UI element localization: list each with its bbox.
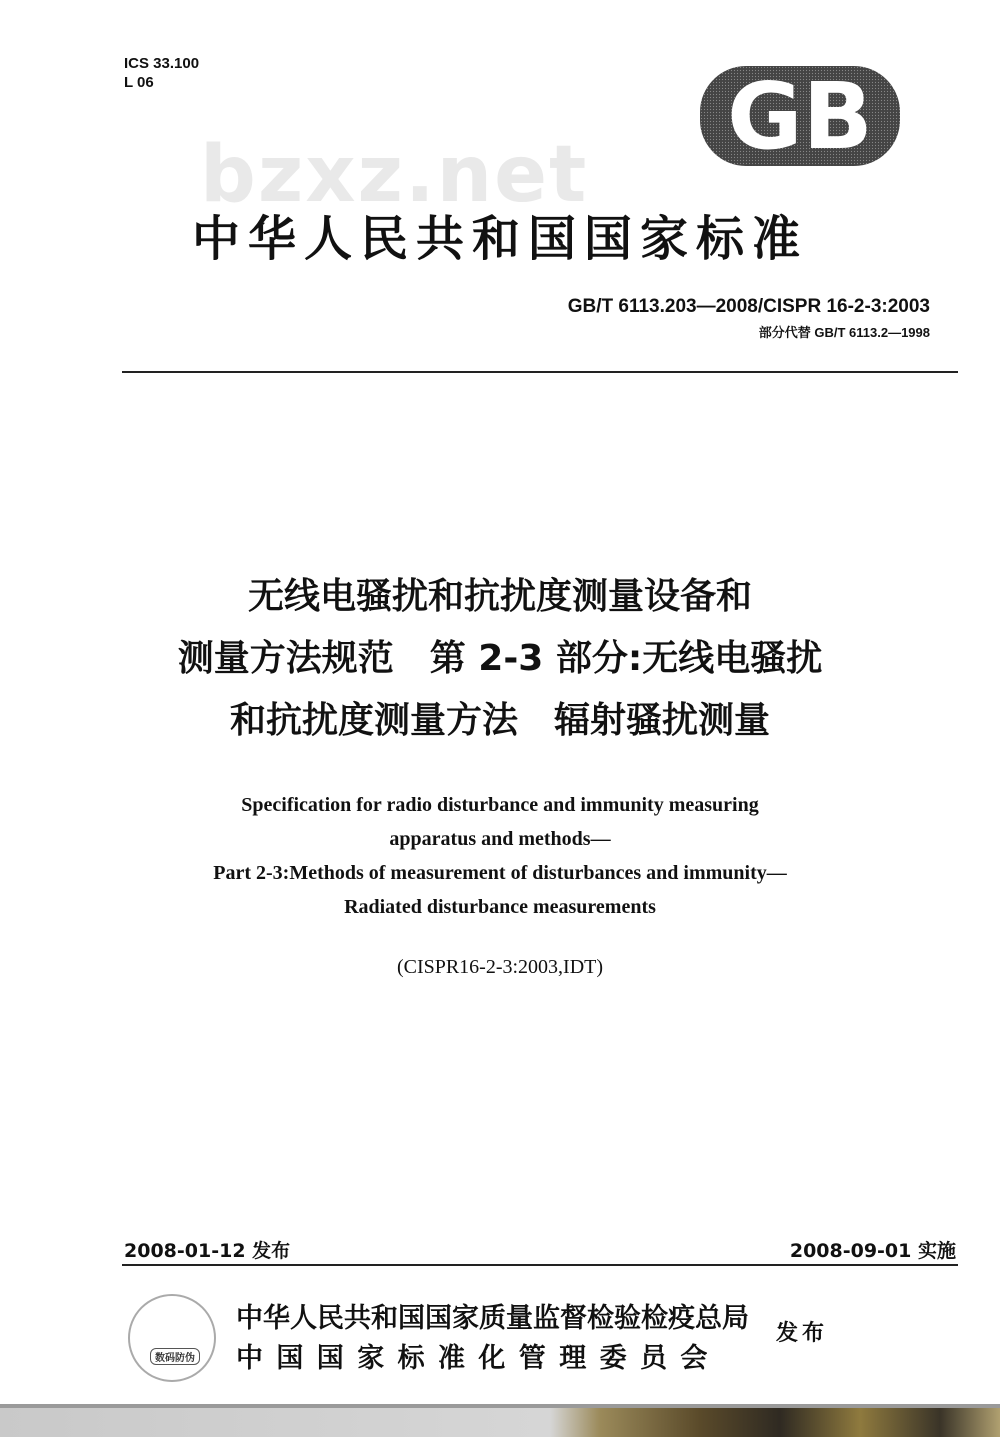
seal-label: 数码防伪 <box>150 1348 200 1365</box>
effective-date: 2008-09-01 实施 <box>789 1240 956 1262</box>
replaces-note: 部分代替 GB/T 6113.2—1998 <box>758 325 930 340</box>
ics-code: ICS 33.100 <box>124 55 200 72</box>
issuer-sac: 中 国 国 家 标 准 化 管 理 委 员 会 <box>236 1343 710 1374</box>
english-title <box>0 788 1000 924</box>
gb-logo-text: GB <box>727 66 873 166</box>
standard-number: GB/T 6113.203—2008/CISPR 16-2-3:2003 <box>567 296 930 317</box>
publish-date: 2008-01-12 发布 <box>124 1240 291 1262</box>
anti-counterfeit-seal <box>128 1294 216 1382</box>
scan-edge-strip <box>0 1404 1000 1437</box>
english-title-line: apparatus and methods— <box>389 828 611 850</box>
english-title-line: Specification for radio disturbance and immunity measuring <box>241 794 759 816</box>
english-title-line: Radiated disturbance measurements <box>344 896 656 918</box>
gb-logo <box>700 66 900 166</box>
classification-codes <box>124 54 199 92</box>
chinese-title-line: 测量方法规范 第 2-3 部分:无线电骚扰 <box>177 638 823 679</box>
footer-divider <box>122 1264 958 1266</box>
chinese-title <box>0 566 1000 752</box>
scan-edge-line <box>0 1404 1000 1408</box>
standard-title: 中华人民共和国国家标准 <box>191 211 808 267</box>
chinese-title-line: 和抗扰度测量方法 辐射骚扰测量 <box>229 700 770 741</box>
class-code: L 06 <box>124 74 154 91</box>
watermark: bzxz.net <box>200 130 589 220</box>
issue-label: 发布 <box>776 1321 829 1346</box>
english-title-line: Part 2-3:Methods of measurement of disturbances and immunity— <box>213 862 787 884</box>
header-divider <box>122 371 958 373</box>
chinese-title-line: 无线电骚扰和抗扰度测量设备和 <box>247 576 752 617</box>
issuer-aqsiq: 中华人民共和国国家质量监督检验检疫总局 <box>236 1303 749 1334</box>
adoption-note: (CISPR16-2-3:2003,IDT) <box>396 956 604 978</box>
